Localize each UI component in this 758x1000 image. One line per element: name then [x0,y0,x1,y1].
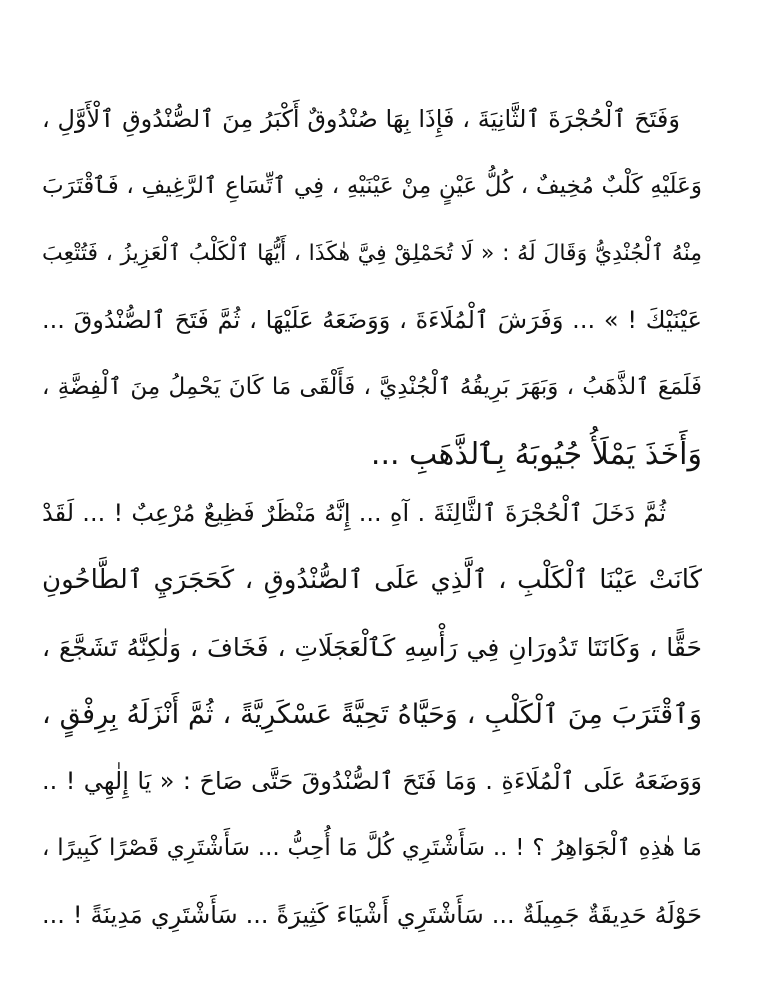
text-line: وَأَخَذَ يَمْلَأُ جُيُوبَهُ بِٱلذَّهَبِ ... [370,437,702,472]
text-line: فَلَمَعَ ٱلذَّهَبُ ، وَبَهَرَ بَرِيقُهُ ٱلْجُنْدِيَّ ، فَأَلْقَى مَا كَانَ يَحْمِلُ مِنَ ٱلْفِضَّةِ ، [42,374,702,400]
text-line: مِنْهُ ٱلْجُنْدِيُّ وَقَالَ لَهُ : « لَا تُحَمْلِقْ فِيَّ هٰكَذَا ، أَيُّهَا ٱلْكَلْبُ ٱلْعَزِيزُ ، فَتُتْعِبَ [42,241,702,266]
text-line: كَانَتْ عَيْنَا ٱلْكَلْبِ ، ٱلَّذِي عَلَى ٱلصُّنْدُوقِ ، كَحَجَرَيِ ٱلطَّاحُونِ [42,565,702,595]
paragraph-2 [42,480,702,949]
paragraph-1 [42,86,702,488]
text-line: وَٱقْتَرَبَ مِنَ ٱلْكَلْبِ ، وَحَيَّاهُ تَحِيَّةً عَسْكَرِيَّةً ، ثُمَّ أَنْزَلَهُ بِرِفْقٍ ، [42,699,702,730]
text-line: وَوَضَعَهُ عَلَى ٱلْمُلَاءَةِ . وَمَا فَتَحَ ٱلصُّنْدُوقَ حَتَّى صَاحَ : « يَا إِلٰهِي ! .. [42,767,702,795]
text-line: حَقًّا ، وَكَانَتَا تَدُورَانِ فِي رَأْسِهِ كَٱلْعَجَلَاتِ ، فَخَافَ ، وَلٰكِنَّهُ تَشَجَّعَ ، [42,633,702,662]
text-line: ثُمَّ دَخَلَ ٱلْحُجْرَةَ ٱلثَّالِثَةَ . آهِ ... إِنَّهُ مَنْظَرٌ فَظِيعٌ مُرْعِبٌ ! ... لَقَدْ [42,499,666,527]
text-line: وَفَتَحَ ٱلْحُجْرَةَ ٱلثَّانِيَةَ ، فَإِذَا بِهَا صُنْدُوقٌ أَكْبَرُ مِنَ ٱلصُّنْدُوقِ ٱلْأَوَّلِ ، [42,105,680,133]
text-line: مَا هٰذِهِ ٱلْجَوَاهِرُ ؟ ! .. سَأَشْتَرِي كُلَّ مَا أُحِبُّ ... سَأَشْتَرِي قَصْرًا كَبِيرًا ، [42,835,702,861]
text-line: وَعَلَيْهِ كَلْبٌ مُخِيفٌ ، كُلُّ عَيْنٍ مِنْ عَيْنَيْهِ ، فِي ٱتِّسَاعِ ٱلرَّغِيفِ ، فَٱقْتَرَبَ [42,173,702,199]
text-line: عَيْنَيْكَ ! » ... وَفَرَشَ ٱلْمُلَاءَةَ ، وَوَضَعَهُ عَلَيْهَا ، ثُمَّ فَتَحَ ٱلصُّنْدُوقَ ... [42,306,702,334]
text-line: حَوْلَهُ حَدِيقَةٌ جَمِيلَةٌ ... سَأَشْتَرِي أَشْيَاءَ كَثِيرَةً ... سَأَشْتَرِي مَدِينَةً ! ... [42,901,702,929]
